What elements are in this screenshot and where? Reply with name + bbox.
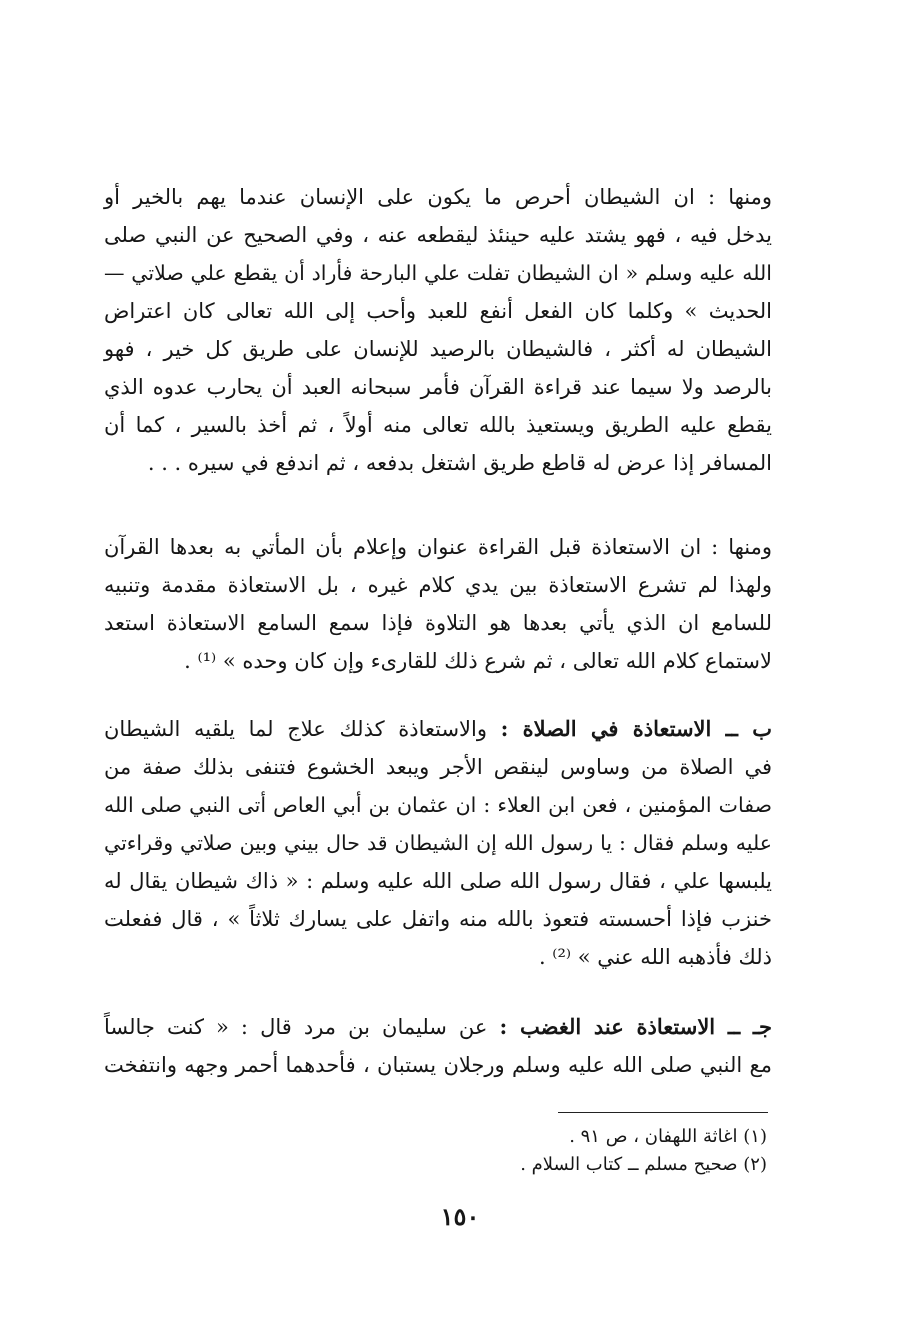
text-line: المسافر إذا عرض له قاطع طريق اشتغل بدفعه ، ثم اندفع في سيره . . . xyxy=(147,451,772,475)
text-line: الشيطان له أكثر ، فالشيطان بالرصيد للإنسان على طريق كل خير ، فهو xyxy=(104,337,772,361)
text-line: ذلك فأذهبه الله عني » ⁽²⁾ . xyxy=(538,945,772,969)
footnote-2: (٢) صحيح مسلم ــ كتاب السلام . xyxy=(520,1154,767,1175)
text-line xyxy=(104,1010,772,1044)
text-run: عن سليمان بن مرد قال : « كنت جالساً xyxy=(104,1015,488,1039)
footnote-1: (١) اغاثة اللهفان ، ص ٩١ . xyxy=(569,1126,767,1147)
text-line: لاستماع كلام الله تعالى ، ثم شرع ذلك للقارىء وإن كان وحده » ⁽¹⁾ . xyxy=(184,649,772,673)
section-heading: جـ ــ الاستعاذة عند الغضب : xyxy=(499,1014,772,1039)
text-line: صفات المؤمنين ، فعن ابن العلاء : ان عثمان بن أبي العاص أتى النبي صلى الله xyxy=(104,793,772,817)
text-line: يدخل فيه ، فهو يشتد عليه حينئذ ليقطعه عنه ، وفي الصحيح عن النبي صلى xyxy=(104,223,772,247)
text-line: يقطع عليه الطريق ويستعيذ بالله تعالى منه أولاً ، ثم أخذ بالسير ، كما أن xyxy=(104,413,772,437)
text-line: للسامع ان الذي يأتي بعدها هو التلاوة فإذا سمع السامع الاستعاذة استعد xyxy=(104,611,772,635)
text-line: الحديث » وكلما كان الفعل أنفع للعبد وأحب إلى الله تعالى كان اعتراض xyxy=(104,299,772,323)
text-line: خنزب فإذا أحسسته فتعوذ بالله منه واتفل على يسارك ثلاثاً » ، قال ففعلت xyxy=(104,907,772,931)
text-line: ولهذا لم تشرع الاستعاذة بين يدي كلام غيره ، بل الاستعاذة مقدمة وتنبيه xyxy=(104,573,772,597)
text-line: ومنها : ان الاستعاذة قبل القراءة عنوان وإعلام بأن المأتي به بعدها القرآن xyxy=(104,535,772,559)
page-number: ١٥٠ xyxy=(440,1202,480,1231)
text-run: والاستعاذة كذلك علاج لما يلقيه الشيطان xyxy=(104,717,487,741)
text-line: ومنها : ان الشيطان أحرص ما يكون على الإنسان عندما يهم بالخير أو xyxy=(104,185,772,209)
footnote-separator xyxy=(558,1112,768,1113)
text-line: الله عليه وسلم « ان الشيطان تفلت علي البارحة فأراد أن يقطع علي صلاتي — xyxy=(104,261,772,285)
text-line: يلبسها علي ، فقال رسول الله صلى الله عليه وسلم : « ذاك شيطان يقال له xyxy=(104,869,772,893)
section-heading: ب ــ الاستعاذة في الصلاة : xyxy=(500,716,772,741)
text-line: عليه وسلم فقال : يا رسول الله إن الشيطان قد حال بيني وبين صلاتي وقراءتي xyxy=(104,831,772,855)
text-line: مع النبي صلى الله عليه وسلم ورجلان يستبان ، فأحدهما أحمر وجهه وانتفخت xyxy=(104,1053,772,1077)
text-line: بالرصد ولا سيما عند قراءة القرآن فأمر سبحانه العبد أن يحارب عدوه الذي xyxy=(104,375,772,399)
text-line xyxy=(104,712,772,746)
text-line: في الصلاة من وساوس لينقص الأجر ويبعد الخشوع فتنفى بذلك صفة من xyxy=(104,755,772,779)
